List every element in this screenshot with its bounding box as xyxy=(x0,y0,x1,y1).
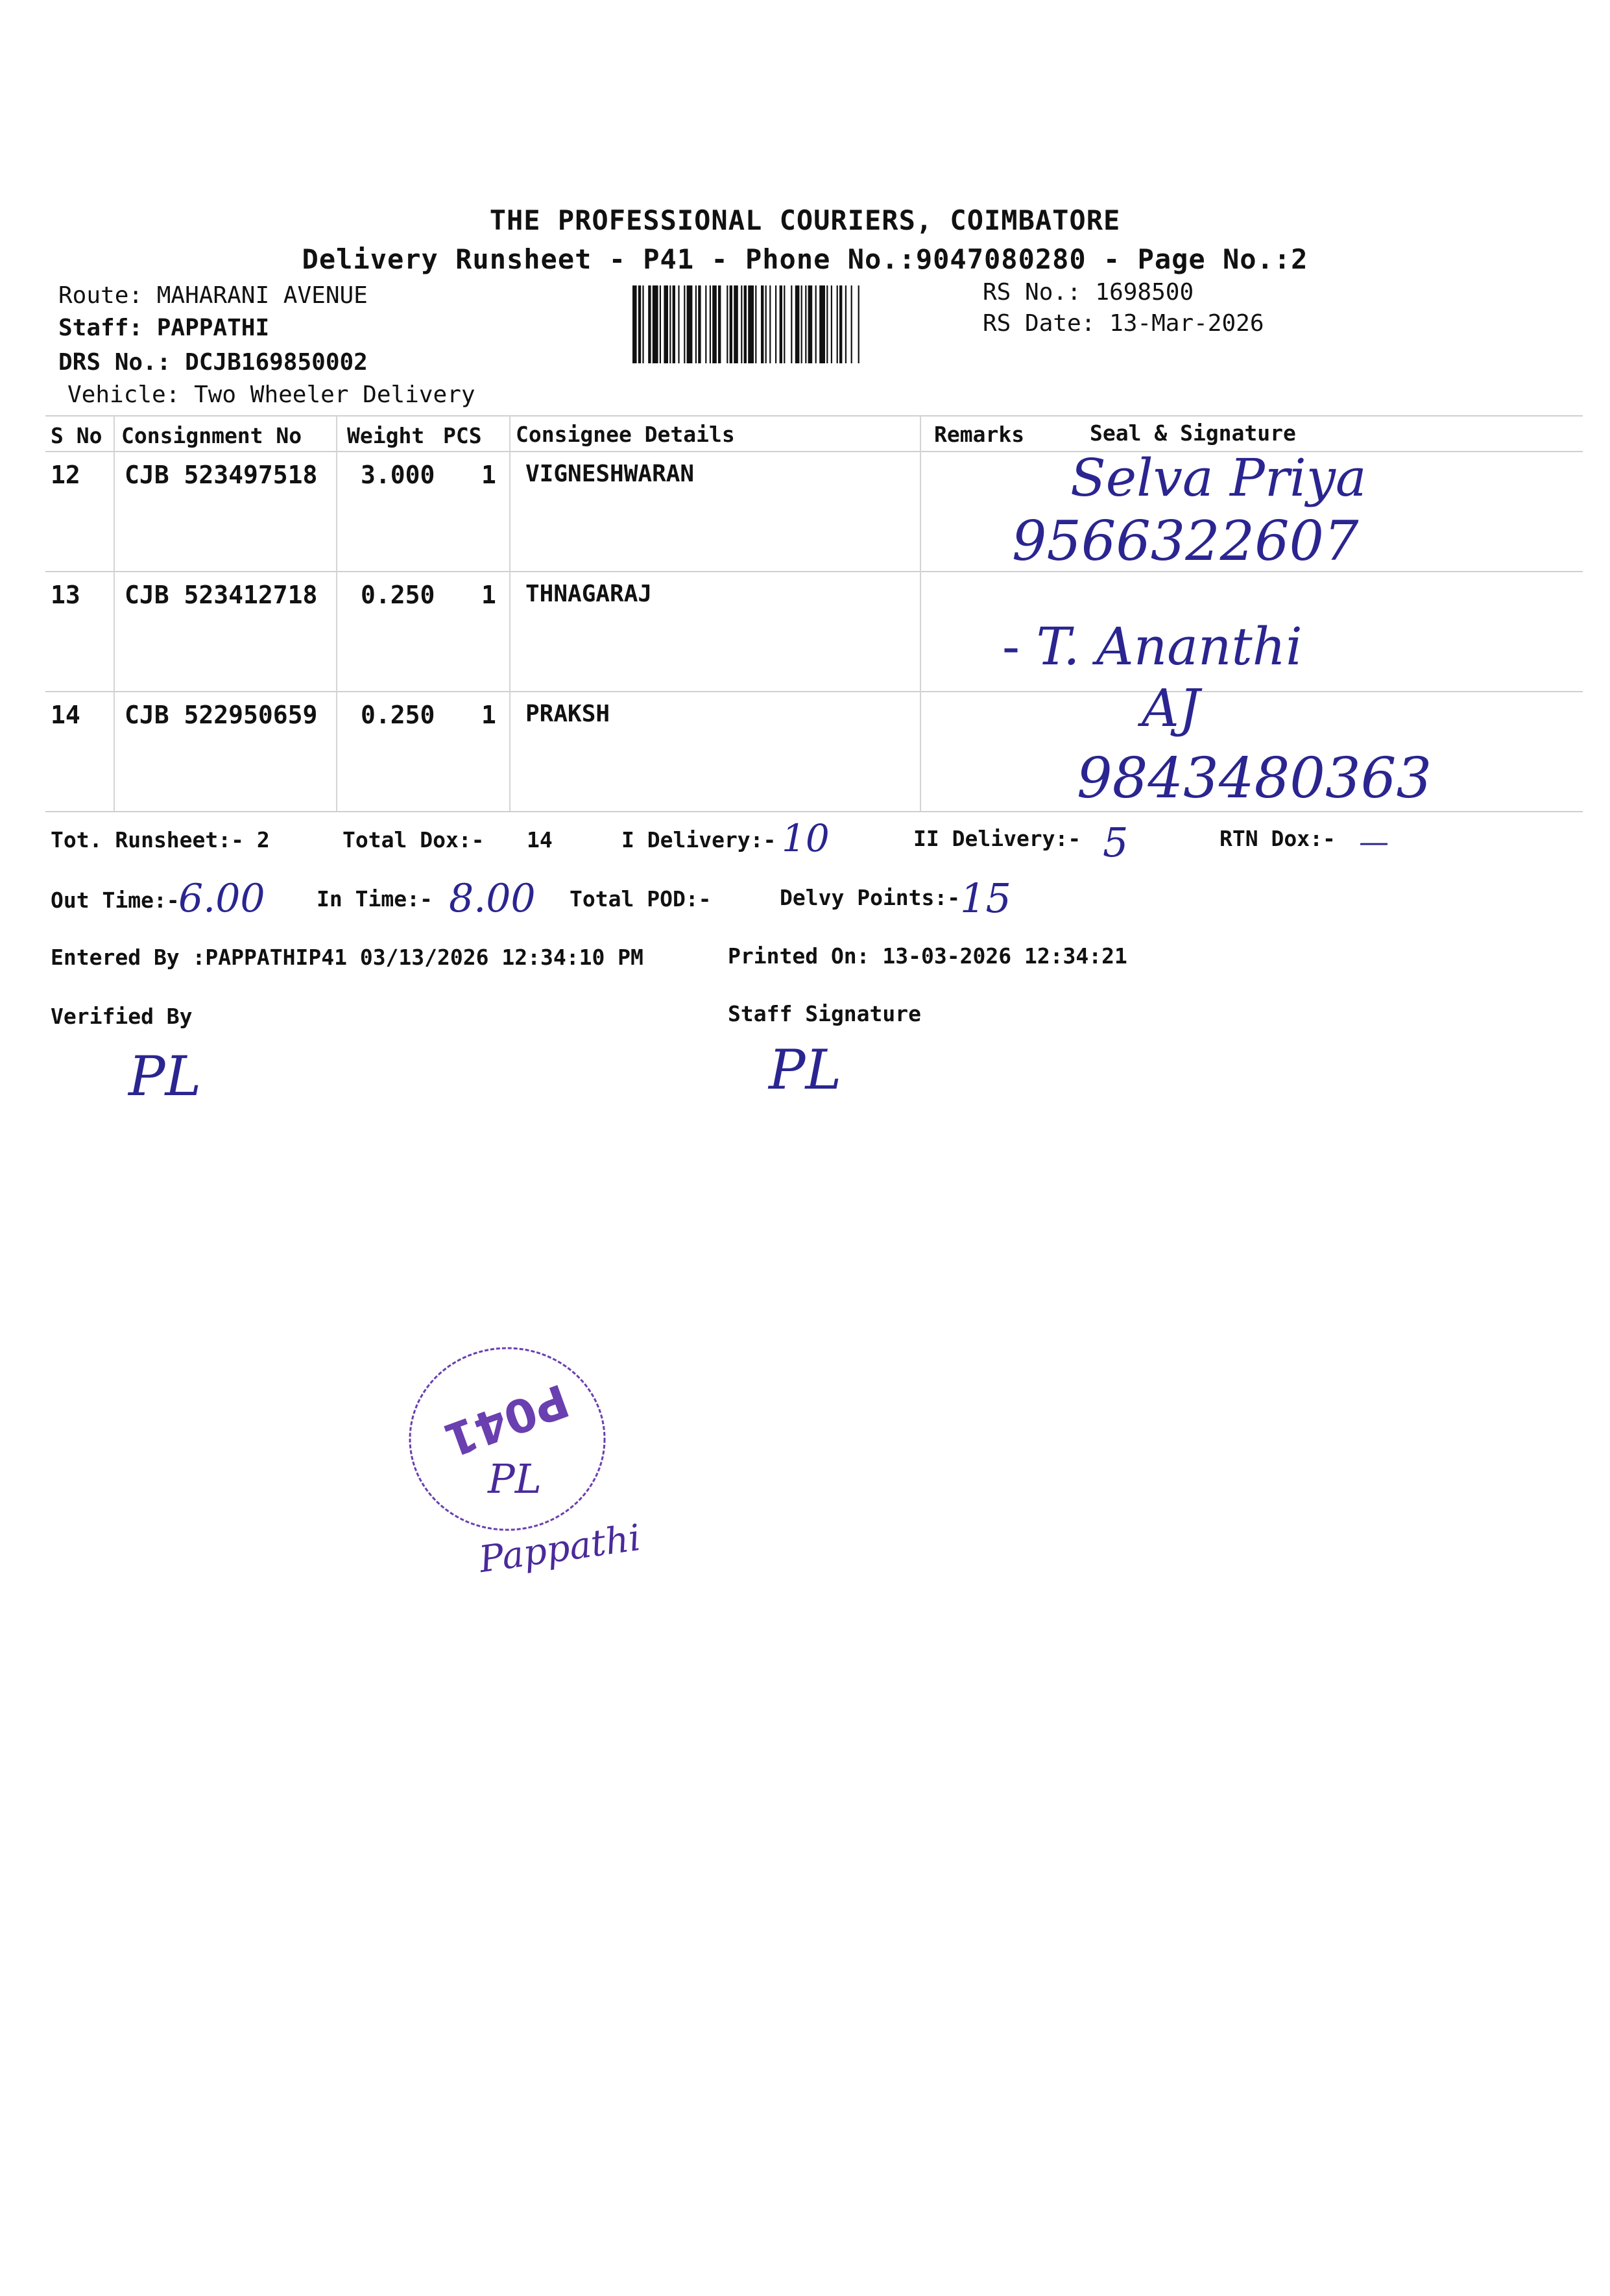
stamp-handwritten-signature: Pappathi xyxy=(476,1516,643,1582)
cell-consignee: THNAGARAJ xyxy=(525,581,653,607)
vehicle-line xyxy=(67,381,475,408)
runsheet-subtitle: Delivery Runsheet - P41 - Phone No.:9047080280 - Page No.:2 xyxy=(302,243,1308,275)
office-stamp xyxy=(403,1342,611,1536)
handwritten-phone-3: 9843480363 xyxy=(1077,746,1432,811)
staff-line xyxy=(58,315,269,341)
handwritten-signature-2-text: T. Ananthi xyxy=(1036,616,1303,677)
barcode-bar xyxy=(678,285,679,363)
total-dox-value: 14 xyxy=(527,827,553,852)
barcode-bar xyxy=(761,285,763,363)
route-line xyxy=(58,282,368,309)
barcode-bar xyxy=(801,285,802,363)
staff-value: PAPPATHI xyxy=(156,315,270,341)
ii-delivery-value: 5 xyxy=(1103,819,1129,866)
barcode-bar xyxy=(642,285,643,363)
barcode-bar xyxy=(769,285,771,363)
barcode-bar xyxy=(718,285,721,363)
company-title: THE PROFESSIONAL COURIERS, COIMBATORE xyxy=(489,204,1121,236)
barcode-bar xyxy=(775,285,776,363)
handwritten-signature-2: - T. Ananthi xyxy=(1002,616,1303,677)
barcode-bar xyxy=(808,285,813,363)
col-divider xyxy=(114,415,115,811)
cell-weight: 3.000 xyxy=(361,461,435,489)
ii-delivery-label: II Delivery:- xyxy=(913,826,1081,851)
row-rule xyxy=(45,691,1583,692)
barcode-bar xyxy=(638,285,641,363)
i-delivery-label: I Delivery:- xyxy=(621,827,776,852)
barcode-bar xyxy=(648,285,651,363)
entered-by: Entered By :PAPPATHIP41 03/13/2026 12:34:10 PM xyxy=(51,945,643,970)
barcode-bar xyxy=(712,285,717,363)
i-delivery-value: 10 xyxy=(782,816,830,860)
staff-signature-handwritten: PL xyxy=(769,1038,842,1102)
cell-pcs: 1 xyxy=(481,701,496,729)
in-time-label: In Time:- xyxy=(317,886,433,912)
th-weight: Weight xyxy=(347,423,425,448)
cell-sno: 12 xyxy=(51,461,80,489)
rs-date-value: 13-Mar-2026 xyxy=(1109,310,1264,337)
staff-signature-label: Staff Signature xyxy=(728,1001,922,1026)
vehicle-label: Vehicle: xyxy=(67,381,180,408)
cell-consignment: CJB 523412718 xyxy=(125,581,318,609)
cell-pcs: 1 xyxy=(481,581,496,609)
printed-on: Printed On: 13-03-2026 12:34:21 xyxy=(728,943,1127,969)
cell-sno: 13 xyxy=(51,581,80,609)
rs-no-label: RS No.: xyxy=(983,279,1081,306)
tot-runsheet-value: 2 xyxy=(256,827,270,852)
barcode-bar xyxy=(698,285,701,363)
col-divider xyxy=(509,415,511,811)
barcode-bar xyxy=(780,285,782,363)
route-value: MAHARANI AVENUE xyxy=(156,282,368,309)
barcode-bar xyxy=(837,285,838,363)
cell-weight: 0.250 xyxy=(361,581,435,609)
cell-pcs: 1 xyxy=(481,461,496,489)
barcode-bar xyxy=(791,285,792,363)
cell-consignee: PRAKSH xyxy=(525,701,610,727)
barcode-bar xyxy=(858,285,859,363)
barcode-bar xyxy=(664,285,668,363)
barcode-bar xyxy=(734,285,738,363)
rs-no-value: 1698500 xyxy=(1095,279,1194,306)
barcode-bar xyxy=(765,285,767,363)
barcode-bar xyxy=(755,285,756,363)
verified-by-label: Verified By xyxy=(51,1004,193,1029)
tot-runsheet-label: Tot. Runsheet:- xyxy=(51,827,245,852)
barcode-bar xyxy=(784,285,785,363)
rtn-dox-value: — xyxy=(1359,824,1389,859)
barcode-bar xyxy=(748,285,754,363)
cell-weight: 0.250 xyxy=(361,701,435,729)
barcode-bar xyxy=(710,285,711,363)
barcode-bar xyxy=(831,285,832,363)
barcode-bar xyxy=(687,285,693,363)
stamp-initials: PL xyxy=(488,1455,542,1503)
col-divider xyxy=(336,415,337,811)
tot-runsheet xyxy=(51,827,270,852)
barcode-bar xyxy=(815,285,817,363)
verified-by-signature: PL xyxy=(128,1045,202,1108)
barcode-bar xyxy=(795,285,800,363)
total-dox-label: Total Dox:- xyxy=(342,827,485,852)
barcode-bar xyxy=(845,285,847,363)
barcode-bar xyxy=(653,285,658,363)
table-bottom-rule xyxy=(45,811,1583,812)
th-remarks: Remarks xyxy=(934,422,1025,447)
total-pod-label: Total POD:- xyxy=(570,886,712,912)
barcode-bar xyxy=(727,285,728,363)
barcode-bar xyxy=(673,285,675,363)
barcode-bar xyxy=(705,285,706,363)
th-consignee: Consignee Details xyxy=(516,422,735,447)
col-divider xyxy=(920,415,921,811)
cell-consignment: CJB 522950659 xyxy=(125,701,318,729)
barcode-bar xyxy=(695,285,697,363)
drs-label: DRS No.: xyxy=(58,349,171,376)
cell-consignment: CJB 523497518 xyxy=(125,461,318,489)
table-top-rule xyxy=(45,415,1583,417)
handwritten-initials-3: AJ xyxy=(1142,678,1200,738)
barcode-bar xyxy=(741,285,742,363)
cell-consignee: VIGNESHWARAN xyxy=(525,461,695,487)
barcode-bar xyxy=(632,285,637,363)
handwritten-phone-1: 9566322607 xyxy=(1012,509,1359,573)
rs-no-line xyxy=(983,279,1194,306)
handwritten-signature-1: Selva Priya xyxy=(1070,448,1367,508)
th-seal-signature: Seal & Signature xyxy=(1090,420,1296,446)
in-time-value: 8.00 xyxy=(449,876,536,921)
cell-sno: 14 xyxy=(51,701,80,729)
barcode-bar xyxy=(826,285,828,363)
barcode xyxy=(632,285,976,363)
delvy-points-label: Delvy Points:- xyxy=(780,885,961,910)
rtn-dox-label: RTN Dox:- xyxy=(1220,826,1336,851)
th-consignment: Consignment No xyxy=(121,423,302,448)
vehicle-value: Two Wheeler Delivery xyxy=(194,381,475,408)
barcode-bar xyxy=(669,285,671,363)
out-time-label: Out Time:- xyxy=(51,888,180,913)
th-pcs: PCS xyxy=(443,423,482,448)
rs-date-label: RS Date: xyxy=(983,310,1096,337)
rs-date-line xyxy=(983,310,1264,337)
barcode-bar xyxy=(730,285,732,363)
drs-line xyxy=(58,349,368,376)
barcode-bar xyxy=(660,285,661,363)
stamp-code: P041 xyxy=(437,1373,576,1468)
barcode-bar xyxy=(805,285,806,363)
barcode-bar xyxy=(851,285,852,363)
th-sno: S No xyxy=(51,423,102,448)
out-time-value: 6.00 xyxy=(178,876,265,921)
barcode-bar xyxy=(684,285,685,363)
barcode-bar xyxy=(744,285,747,363)
barcode-bar xyxy=(819,285,825,363)
delvy-points-value: 15 xyxy=(960,875,1011,922)
staff-label: Staff: xyxy=(58,315,143,341)
route-label: Route: xyxy=(58,282,143,309)
drs-value: DCJB169850002 xyxy=(185,349,368,376)
barcode-bar xyxy=(839,285,842,363)
